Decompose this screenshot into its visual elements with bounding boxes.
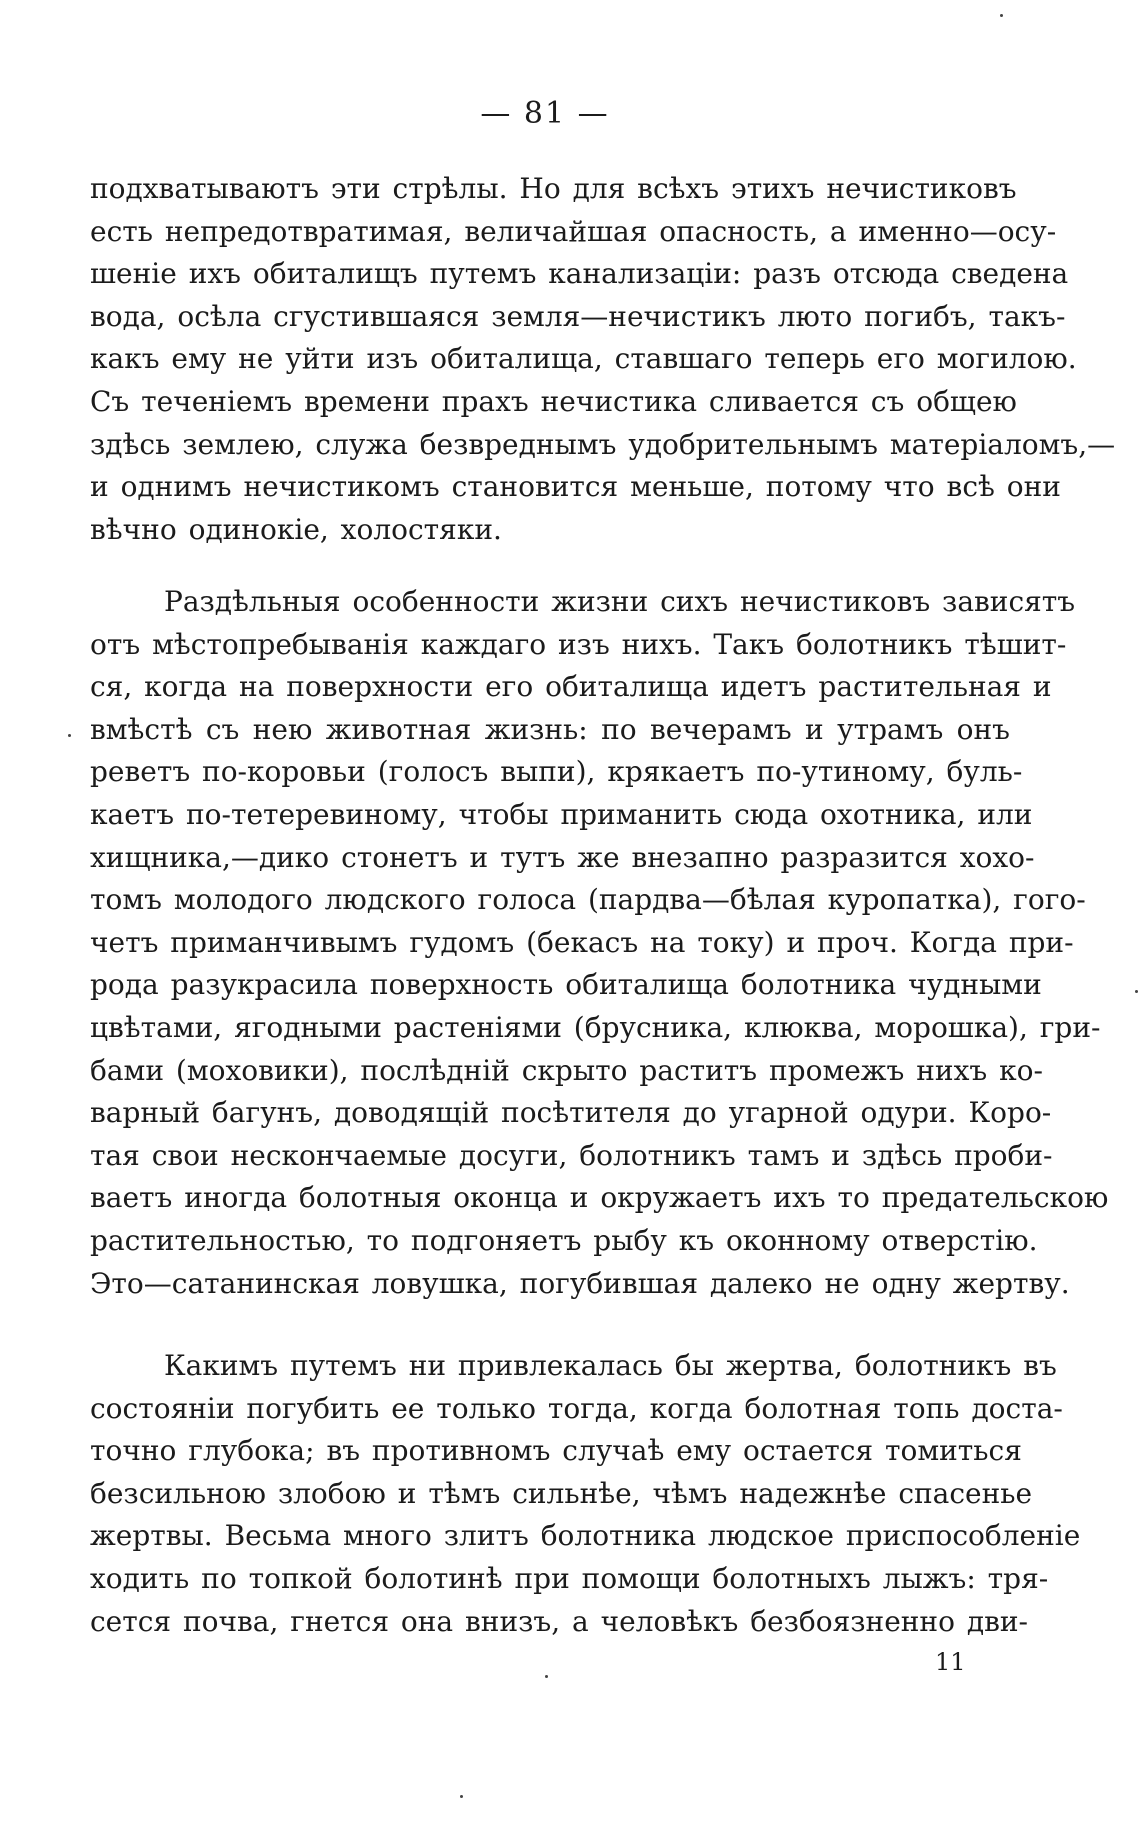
text-line: рода разукрасила поверхность обиталища болотника чудными (90, 968, 1042, 1002)
text-line: сется почва, гнется она внизъ, а человѣкъ безбоязненно дви- (90, 1604, 1028, 1638)
text-line: какъ ему не уйти изъ обиталища, ставшаго теперь его могилою. (90, 342, 1077, 376)
paragraph-3 (90, 1345, 1081, 1643)
text-line: хищника,—дико стонетъ и тутъ же внезапно разразится хохо- (90, 840, 1035, 874)
text-line: Раздѣльныя особенности жизни сихъ нечистиковъ зависятъ (164, 585, 1076, 618)
text-line: бами (моховики), послѣдній скрыто раститъ промежъ нихъ ко- (90, 1053, 1043, 1087)
text-line: Какимъ путемъ ни привлекалась бы жертва, болотникъ въ (164, 1349, 1057, 1382)
text-line: ся, когда на поверхности его обиталища идетъ растительная и (90, 670, 1052, 704)
speck (460, 1795, 463, 1798)
text-line: тая свои нескончаемые досуги, болотникъ тамъ и здѣсь проби- (90, 1138, 1053, 1172)
text-line: жертвы. Весьма много злитъ болотника людское приспособленіе (90, 1519, 1081, 1553)
text-line: вѣчно одинокіе, холостяки. (90, 512, 502, 546)
text-line: вмѣстѣ съ нею животная жизнь: по вечерамъ и утрамъ онъ (90, 712, 1010, 746)
text-line: Это—сатанинская ловушка, погубившая далеко не одну жертву. (90, 1266, 1070, 1300)
text-line: здѣсь землею, служа безвреднымъ удобрительнымъ матеріаломъ,— (90, 427, 1116, 461)
text-line: отъ мѣстопребыванія каждаго изъ нихъ. Такъ болотникъ тѣшит- (90, 627, 1067, 661)
text-line: цвѣтами, ягодными растеніями (брусника, клюква, морошка), гри- (90, 1010, 1101, 1044)
text-line: растительностью, то подгоняетъ рыбу къ оконному отверстію. (90, 1223, 1038, 1257)
speck (1000, 14, 1003, 17)
text-line: каетъ по-тетеревиному, чтобы приманить сюда охотника, или (90, 797, 1033, 831)
text-line: вода, осѣла сгустившаяся земля—нечистикъ люто погибъ, такъ- (90, 299, 1066, 333)
speck (545, 1675, 548, 1678)
text-line: подхватываютъ эти стрѣлы. Но для всѣхъ этихъ нечистиковъ (90, 172, 1017, 205)
text-line: шеніе ихъ обиталищъ путемъ канализаціи: разъ отсюда сведена (90, 257, 1069, 291)
paragraph-2 (90, 581, 1109, 1305)
speck (1135, 990, 1138, 993)
page-number: — 81 — (480, 96, 610, 131)
text-line: Съ теченіемъ времени прахъ нечистика сливается съ общею (90, 384, 1017, 418)
text-line: и однимъ нечистикомъ становится меньше, потому что всѣ они (90, 470, 1061, 504)
text-line: томъ молодого людского голоса (пардва—бѣлая куропатка), гого- (90, 883, 1086, 917)
speck (68, 734, 71, 737)
text-line: безсильною злобою и тѣмъ сильнѣе, чѣмъ надежнѣе спасенье (90, 1476, 1033, 1510)
text-line: точно глубока; въ противномъ случаѣ ему остается томиться (90, 1434, 1022, 1468)
signature-mark: 11 (935, 1648, 966, 1676)
text-line: реветъ по-коровьи (голосъ выпи), крякаетъ по-утиному, буль- (90, 755, 1023, 789)
text-line: варный багунъ, доводящій посѣтителя до угарной одури. Коро- (90, 1096, 1052, 1130)
text-line: четъ приманчивымъ гудомъ (бекасъ на току) и проч. Когда при- (90, 925, 1074, 959)
text-line: ваетъ иногда болотныя оконца и окружаетъ ихъ то предательскою (90, 1181, 1109, 1215)
text-line: состояніи погубить ее только тогда, когда болотная топь доста- (90, 1391, 1063, 1425)
text-line: есть непредотвратимая, величайшая опасность, а именно—осу- (90, 214, 1057, 248)
paragraph-1 (90, 168, 1116, 551)
text-line: ходить по топкой болотинѣ при помощи болотныхъ лыжъ: тря- (90, 1561, 1049, 1595)
